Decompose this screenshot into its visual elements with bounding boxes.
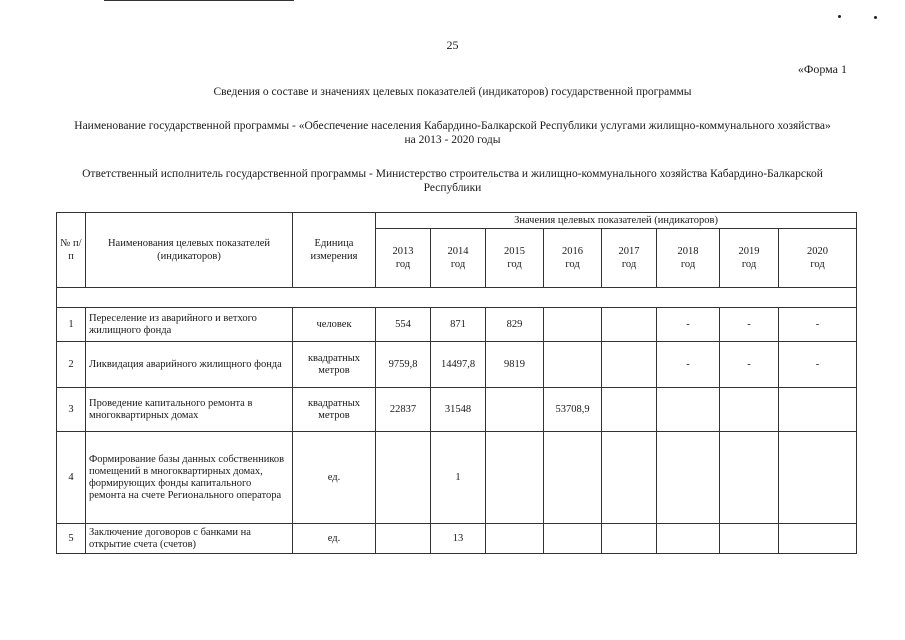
indicator-value: 22837 xyxy=(376,388,431,432)
header-year-0 xyxy=(376,229,431,288)
indicator-value xyxy=(720,432,779,524)
document-title: Сведения о составе и значениях целевых показателей (индикаторов) государственной программы xyxy=(213,86,692,98)
header-year-7 xyxy=(779,229,857,288)
indicator-value xyxy=(779,432,857,524)
indicator-name: Формирование базы данных собственников помещений в многоквартирных домах, формирующих фонды капитального ремонта на счете Регионального оператора xyxy=(86,432,293,524)
row-number: 4 xyxy=(57,432,86,524)
executor-line1: Ответственный исполнитель государственной программы - Министерство строительства и жилищно-коммунального хозяйства Кабардино-Балкарской xyxy=(82,168,823,180)
indicator-value xyxy=(486,524,544,554)
indicator-name: Проведение капитального ремонта в многоквартирных домах xyxy=(86,388,293,432)
indicator-value xyxy=(544,524,602,554)
indicator-value: 53708,9 xyxy=(544,388,602,432)
header-year-5 xyxy=(657,229,720,288)
header-unit: Единица измерения xyxy=(293,213,376,288)
indicator-value: 554 xyxy=(376,308,431,342)
header-year-suffix: год xyxy=(450,259,466,270)
header-year-value: 2013 xyxy=(392,246,414,257)
indicator-value xyxy=(602,388,657,432)
indicator-value: 31548 xyxy=(431,388,486,432)
indicator-value xyxy=(602,342,657,388)
indicator-value xyxy=(657,432,720,524)
top-rule xyxy=(104,0,294,1)
program-name xyxy=(40,119,865,147)
header-year-3 xyxy=(544,229,602,288)
table-row xyxy=(57,524,857,554)
indicator-value: 1 xyxy=(431,432,486,524)
indicator-value xyxy=(544,342,602,388)
spacer-cell xyxy=(57,288,857,308)
header-year-suffix: год xyxy=(395,259,411,270)
indicator-value: 14497,8 xyxy=(431,342,486,388)
indicator-value: - xyxy=(779,342,857,388)
indicator-value xyxy=(657,524,720,554)
header-year-value: 2019 xyxy=(738,246,760,257)
table-row-spacer xyxy=(57,288,857,308)
header-year-suffix: год xyxy=(507,259,522,270)
header-year-suffix: год xyxy=(565,259,580,270)
indicator-value xyxy=(376,524,431,554)
indicator-name: Переселение из аварийного и ветхого жилищного фонда xyxy=(86,308,293,342)
header-year-value: 2014 xyxy=(447,246,469,257)
indicator-value xyxy=(486,388,544,432)
header-year-4 xyxy=(602,229,657,288)
indicator-value: - xyxy=(720,342,779,388)
header-year-value: 2020 xyxy=(807,246,829,257)
row-number: 2 xyxy=(57,342,86,388)
indicator-value xyxy=(720,388,779,432)
header-year-suffix: год xyxy=(810,259,825,270)
indicator-unit: ед. xyxy=(293,524,376,554)
row-number: 1 xyxy=(57,308,86,342)
indicator-value xyxy=(602,524,657,554)
header-year-6 xyxy=(720,229,779,288)
header-year-value: 2017 xyxy=(618,246,640,257)
indicator-name: Заключение договоров с банками на открытие счета (счетов) xyxy=(86,524,293,554)
header-year-value: 2015 xyxy=(504,246,525,257)
header-year-suffix: год xyxy=(621,259,637,270)
indicator-value: - xyxy=(657,342,720,388)
table-row xyxy=(57,388,857,432)
scan-dot xyxy=(874,16,877,19)
header-year-value: 2018 xyxy=(677,246,699,257)
header-year-1 xyxy=(431,229,486,288)
header-values-group: Значения целевых показателей (индикаторов) xyxy=(376,213,857,229)
indicator-value xyxy=(657,388,720,432)
indicator-unit: ед. xyxy=(293,432,376,524)
indicator-value xyxy=(720,524,779,554)
page-number: 25 xyxy=(446,38,459,52)
indicators-table xyxy=(56,212,857,554)
header-indicator-name: Наименования целевых показателей (индикаторов) xyxy=(86,213,293,288)
indicator-name: Ликвидация аварийного жилищного фонда xyxy=(86,342,293,388)
indicator-unit: квадратных метров xyxy=(293,342,376,388)
header-year-2 xyxy=(486,229,544,288)
scan-dot xyxy=(838,15,841,18)
table-row xyxy=(57,308,857,342)
indicator-unit: человек xyxy=(293,308,376,342)
indicator-value xyxy=(779,524,857,554)
program-name-line2: на 2013 - 2020 годы xyxy=(404,134,501,146)
header-num: № п/п xyxy=(57,213,86,288)
indicator-value xyxy=(602,308,657,342)
responsible-executor xyxy=(40,167,865,195)
header-year-value: 2016 xyxy=(562,246,583,257)
indicator-value xyxy=(544,432,602,524)
form-label: «Форма 1 xyxy=(797,62,847,76)
header-year-suffix: год xyxy=(741,259,757,270)
program-name-line1: Наименование государственной программы - «Обеспечение населения Кабардино-Балкарской Республики услугами жилищно-коммунального хозяйства» xyxy=(74,120,831,132)
indicator-value xyxy=(602,432,657,524)
indicator-value: 871 xyxy=(431,308,486,342)
indicator-value: 9759,8 xyxy=(376,342,431,388)
indicator-value xyxy=(779,388,857,432)
indicator-value: - xyxy=(720,308,779,342)
row-number: 3 xyxy=(57,388,86,432)
indicator-value: - xyxy=(779,308,857,342)
indicator-value: 13 xyxy=(431,524,486,554)
indicator-value: 829 xyxy=(486,308,544,342)
indicator-value xyxy=(486,432,544,524)
table-row xyxy=(57,342,857,388)
indicator-value: 9819 xyxy=(486,342,544,388)
indicator-value xyxy=(376,432,431,524)
row-number: 5 xyxy=(57,524,86,554)
header-year-suffix: год xyxy=(680,259,696,270)
executor-line2: Республики xyxy=(423,182,482,194)
indicator-value xyxy=(544,308,602,342)
table-row xyxy=(57,432,857,524)
indicator-unit: квадратных метров xyxy=(293,388,376,432)
indicator-value: - xyxy=(657,308,720,342)
